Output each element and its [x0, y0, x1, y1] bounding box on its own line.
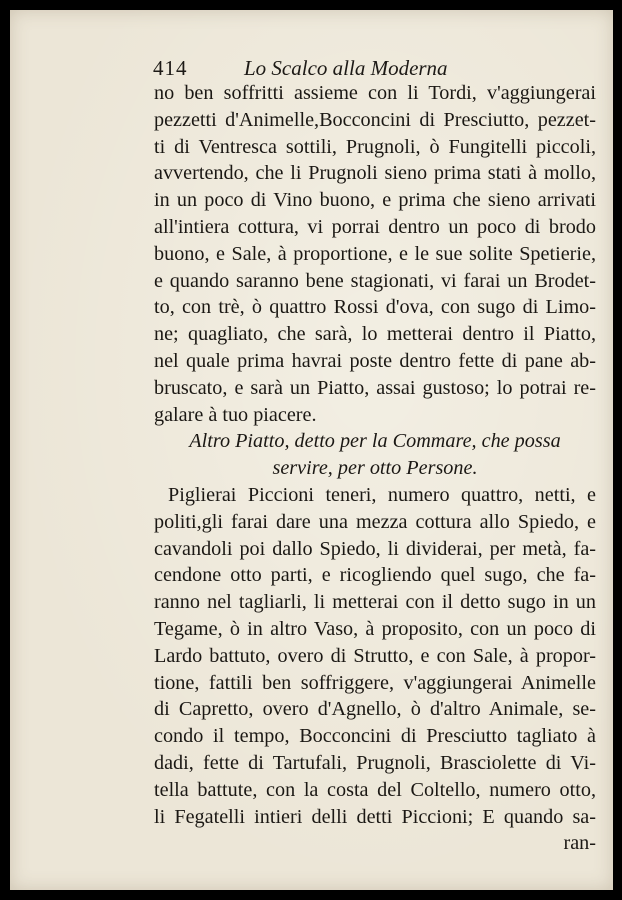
text-line: to, con trè, ò quattro Rossi d'ova, con sugo di Limo- — [154, 296, 596, 319]
text-line: buono, e Sale, à proportione, e le sue solite Spetierie, — [154, 242, 596, 265]
text-line: politi,gli farai dare una mezza cottura allo Spiedo, e — [154, 510, 596, 533]
running-title: Lo Scalco alla Moderna — [244, 56, 448, 80]
text-line: avvertendo, che li Prugnoli sieno prima stati à mollo, — [154, 162, 596, 185]
text-line: cavandoli poi dallo Spiedo, li dividerai, per metà, fa- — [154, 537, 596, 560]
book-page — [10, 10, 613, 890]
text-line: ti di Ventresca sottili, Prugnoli, ò Fungitelli piccoli, — [154, 135, 596, 158]
section-heading-line: Altro Piatto, detto per la Commare, che possa — [189, 430, 561, 453]
text-line: pezzetti d'Animelle,Bocconcini di Presciutto, pezzet- — [154, 108, 596, 131]
text-line: Lardo battuto, overo di Strutto, e con Sale, à propor- — [154, 644, 596, 667]
text-line: li Fegatelli intieri delli detti Piccioni; E quando sa- — [154, 805, 596, 828]
text-line: e quando saranno bene stagionati, vi farai un Brodet- — [154, 269, 596, 292]
text-line: Tegame, ò in altro Vaso, à proposito, con un poco di — [154, 617, 596, 640]
text-line: tione, fattili ben soffriggere, v'aggiungerai Animelle — [154, 671, 596, 694]
text-line: no ben soffritti assieme con li Tordi, v'aggiungerai — [154, 82, 596, 104]
catchword: ran- — [563, 832, 596, 855]
text-line: di Capretto, overo d'Agnello, ò d'altro Animale, se- — [154, 698, 596, 721]
text-line: galare à tuo piacere. — [154, 403, 317, 426]
text-line: nel quale prima havrai poste dentro fette di pane ab- — [154, 349, 596, 372]
text-line: Piglierai Piccioni teneri, numero quattro, netti, e — [168, 483, 596, 506]
text-line: condo il tempo, Bocconcini di Presciutto tagliato à — [154, 725, 596, 748]
text-line: ranno nel tagliarli, li metterai con il detto sugo in un — [154, 591, 596, 614]
text-line: tella battute, con la costa del Coltello, numero otto, — [154, 778, 596, 801]
text-line: bruscato, e sarà un Piatto, assai gustoso; lo potrai re- — [154, 376, 596, 399]
text-line: ne; quagliato, che sarà, lo metterai dentro il Piatto, — [154, 323, 596, 346]
text-line: dadi, fette di Tartufali, Prugnoli, Brasciolette di Vi- — [154, 751, 596, 774]
text-line: all'intiera cottura, vi porrai dentro un poco di brodo — [154, 215, 596, 238]
section-heading-line: servire, per otto Persone. — [272, 457, 478, 480]
text-line: cendone otto parti, e ricogliendo quel sugo, che fa- — [154, 564, 596, 587]
page-number: 414 — [153, 56, 188, 80]
text-line: in un poco di Vino buono, e prima che sieno arrivati — [154, 189, 596, 212]
body-text — [154, 80, 596, 857]
